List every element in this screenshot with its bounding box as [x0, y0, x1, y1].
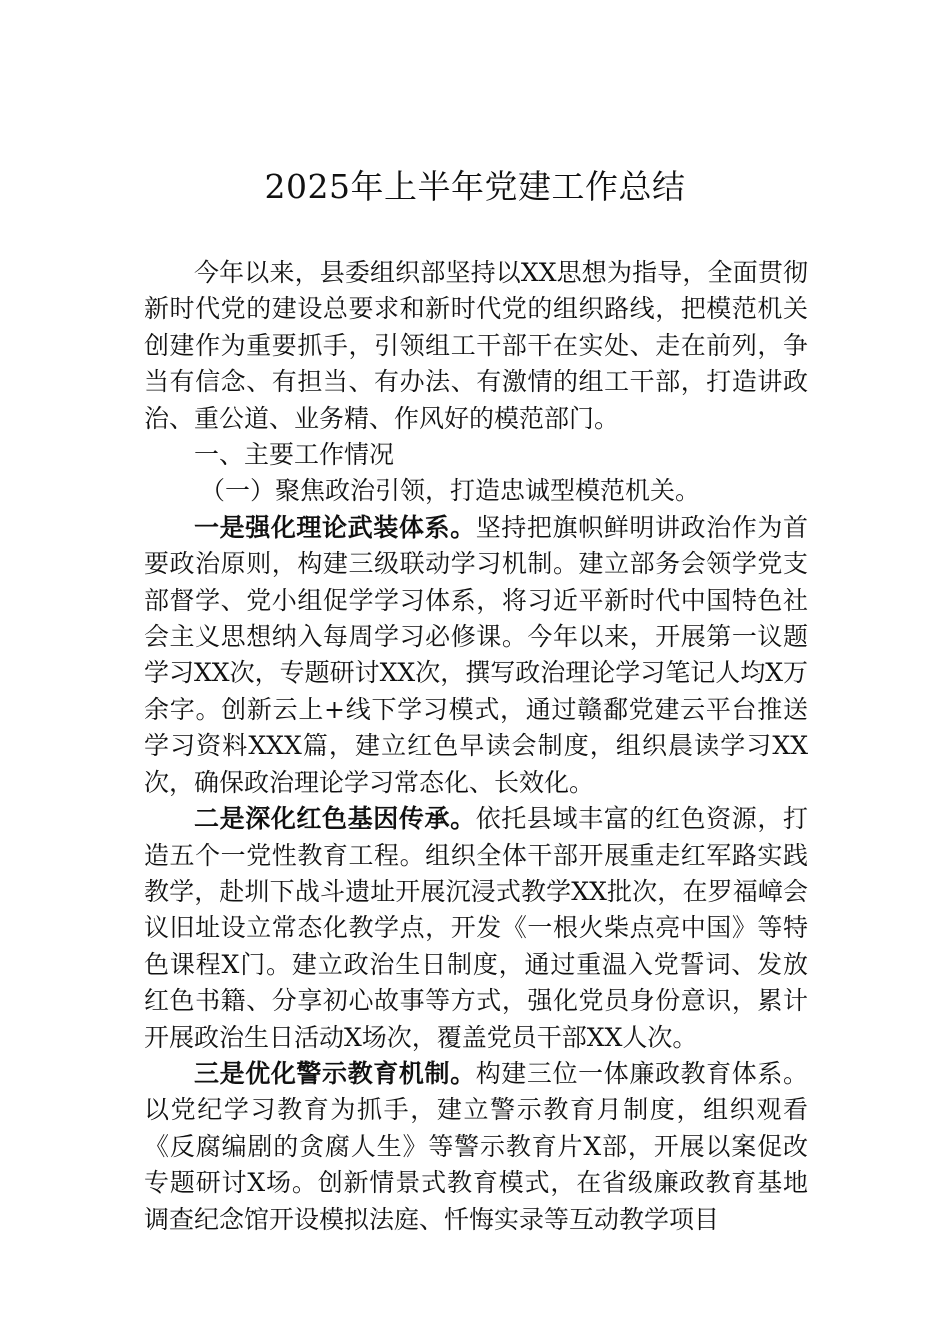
paragraph-3: [144, 1056, 808, 1238]
intro-paragraph: 今年以来，县委组织部坚持以XX思想为指导，全面贯彻新时代党的建设总要求和新时代党的组织路线，把模范机关创建作为重要抓手，引领组工干部干在实处、走在前列，争当有信念、有担当、有办法、有激情的组工干部，打造讲政治、重公道、业务精、作风好的模范部门。: [144, 258, 808, 433]
paragraph-2: [144, 801, 808, 1056]
subsection-heading: （一）聚焦政治引领，打造忠诚型模范机关。: [200, 476, 701, 506]
paragraph-1: [144, 510, 808, 801]
paragraph-2-text: 依托县域丰富的红色资源，打造五个一党性教育工程。组织全体干部开展重走红军路实践教学，赴圳下战斗遗址开展沉浸式教学XX批次，在罗福嶂会议旧址设立常态化教学点，开发《一根火柴点亮中国》等特色课程X门。建立政治生日制度，通过重温入党誓词、发放红色书籍、分享初心故事等方式，强化党员身份意识，累计开展政治生日活动X场次，覆盖党员干部XX人次。: [144, 804, 808, 1052]
paragraph-3-lead: 三是优化警示教育机制。: [194, 1058, 476, 1088]
paragraph-1-lead: 一是强化理论武装体系。: [194, 512, 476, 542]
document-body: [144, 255, 808, 1238]
paragraph-1-text: 坚持把旗帜鲜明讲政治作为首要政治原则，构建三级联动学习机制。建立部务会领学党支部督学、党小组促学学习体系，将习近平新时代中国特色社会主义思想纳入每周学习必修课。今年以来，开展第一议题学习XX次，专题研讨XX次，撰写政治理论学习笔记人均X万余字。创新云上+线下学习模式，通过赣鄱党建云平台推送学习资料XXX篇，建立红色早读会制度，组织晨读学习XX次，确保政治理论学习常态化、长效化。: [144, 512, 808, 797]
paragraph-2-lead: 二是深化红色基因传承。: [194, 804, 476, 834]
document-title: 2025年上半年党建工作总结: [264, 167, 686, 206]
section-heading: 一、主要工作情况: [194, 440, 395, 470]
paragraph-3-text: 构建三位一体廉政教育体系。以党纪学习教育为抓手，建立警示教育月制度，组织观看《反腐编剧的贪腐人生》等警示教育片X部，开展以案促改专题研讨X场。创新情景式教育模式，在省级廉政教育基地调查纪念馆开设模拟法庭、忏悔实录等互动教学项目: [144, 1058, 808, 1234]
